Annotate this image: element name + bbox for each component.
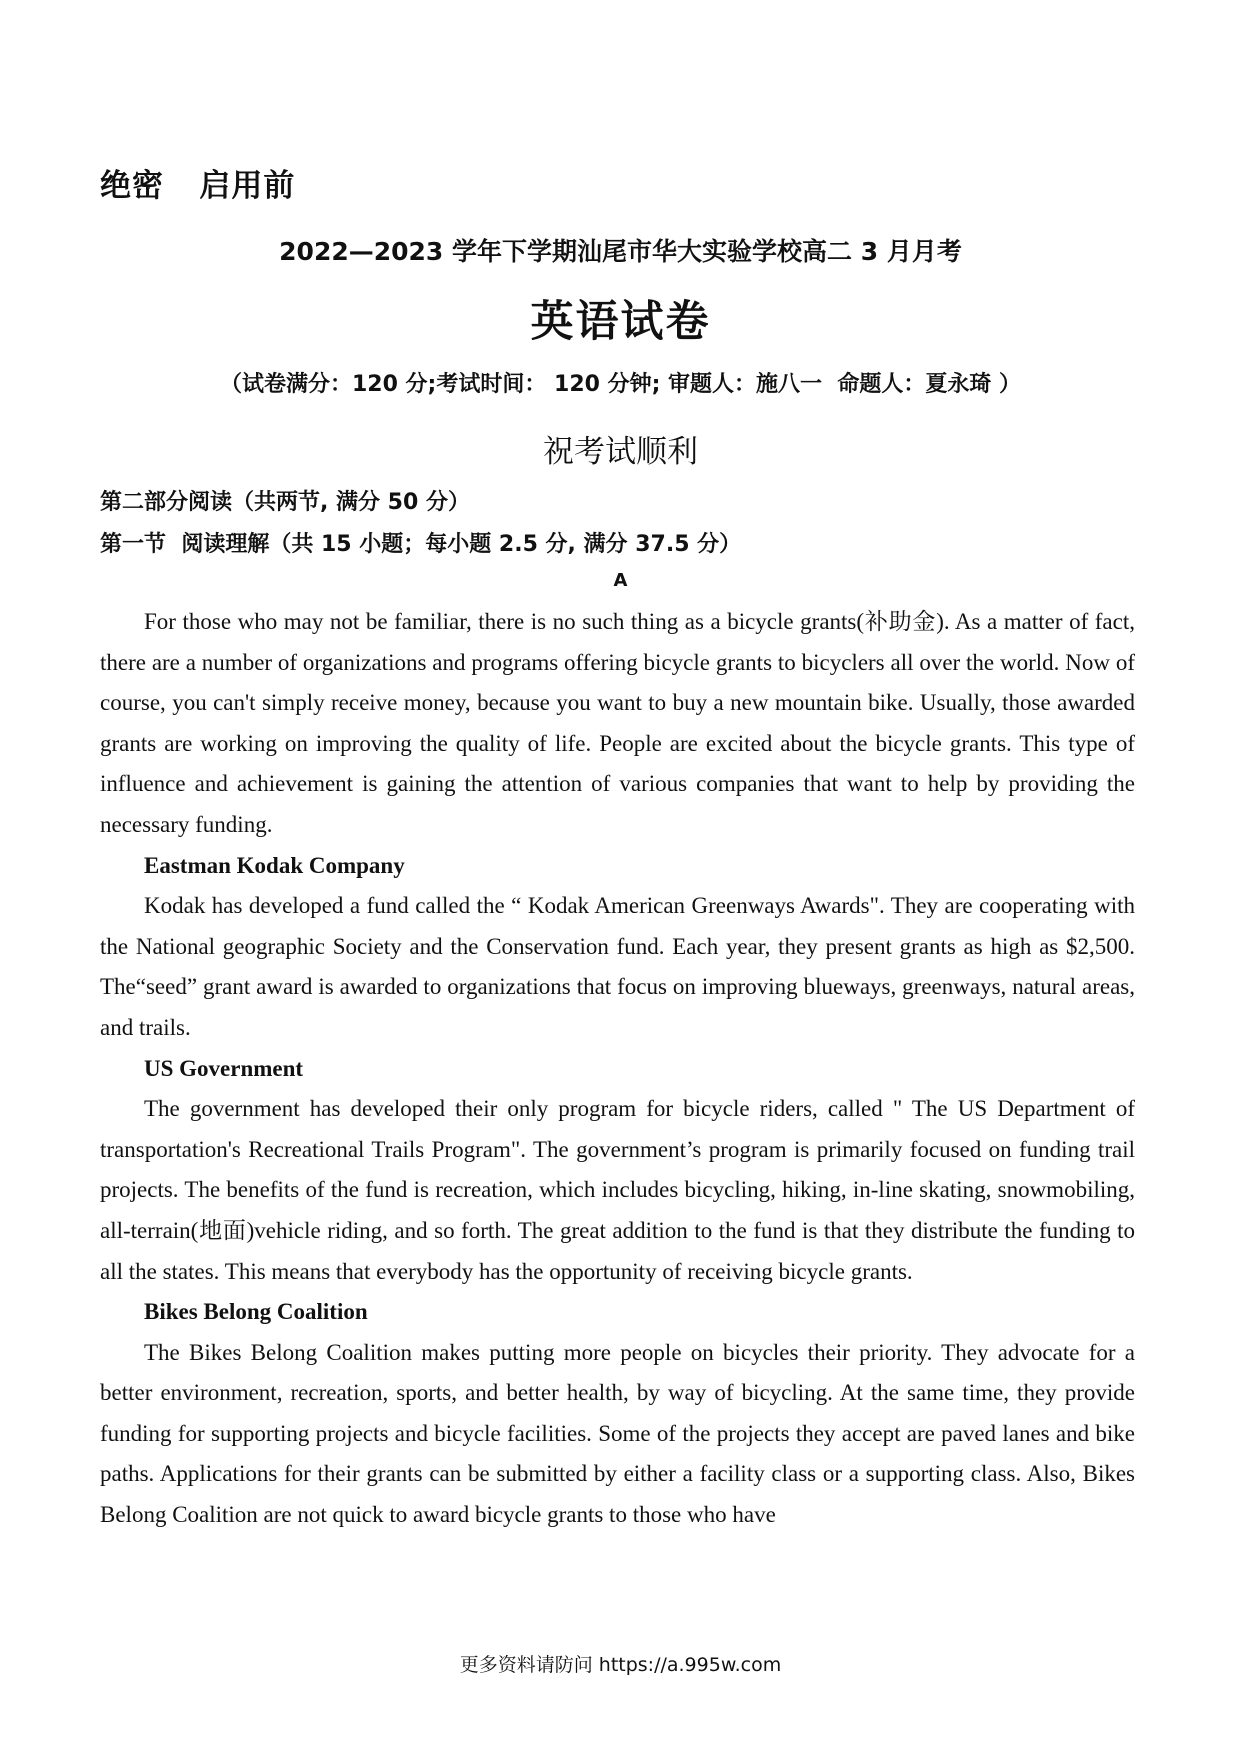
subject-title: 英语试卷 [530,297,711,347]
kodak-paragraph: Kodak has developed a fund called the “ Kodak American Greenways Awards". They are cooperating with the National geographic Society and the Conservation fund. Each year, they present grants as high as $2,500. The“seed” grant award is awarded to organizations that focus on improving blueways, greenways, natural areas, and trails. [100,893,1135,1040]
government-paragraph: The government has developed their only program for bicycle riders, called " The US Department of transportation's Recreational Trails Program". The government’s program is primarily focused on funding trail projects. The benefits of the fund is recreation, which includes bicycling, hiking, in-line skating, snowmobiling, all-terrain(地面)vehicle riding, and so forth. The great addition to the fund is that they distribute the funding to all the states. This means that everybody has the opportunity of receiving bicycle grants. [100,1096,1135,1284]
reading-passage [100,602,1135,1536]
exam-title: 2022—2023 学年下学期汕尾市华大实验学校高二 3 月月考 [279,237,962,266]
part-heading: 第二部分阅读（共两节, 满分 50 分） [100,490,470,515]
good-luck-text: 祝考试顺利 [543,434,698,470]
confidential-label: 绝密 启用前 [100,168,296,204]
exam-info: （试卷满分：120 分;考试时间： 120 分钟; 审题人：施八一 命题人：夏永琦 ） [219,372,1022,397]
bikes-belong-heading: Bikes Belong Coalition [144,1299,368,1325]
kodak-heading: Eastman Kodak Company [144,852,405,878]
section-heading: 第一节 阅读理解（共 15 小题；每小题 2.5 分, 满分 37.5 分） [100,532,742,557]
passage-label: A [613,570,628,591]
government-heading: US Government [144,1055,304,1081]
bikes-belong-paragraph: The Bikes Belong Coalition makes putting more people on bicycles their priority. They advocate for a better environment, recreation, sports, and better health, by way of bicycling. At the same time, they provide funding for supporting projects and bicycle facilities. Some of the projects they accept are paved lanes and bike paths. Applications for their grants can be submitted by either a facility class or a supporting class. Also, Bikes Belong Coalition are not quick to award bicycle grants to those who have [100,1339,1135,1528]
footer-link: 更多资料请防问 https://a.995w.com [459,1654,782,1676]
intro-paragraph: For those who may not be familiar, there is no such thing as a bicycle grants(补助金). As a matter of fact, there are a number of organizations and programs offering bicycle grants to bicyclers all over the world. Now of course, you can't simply receive money, because you want to buy a new mountain bike. Usually, those awarded grants are working on improving the quality of life. People are excited about the bicycle grants. This type of influence and achievement is gaining the attention of various companies that want to help by providing the necessary funding. [100,609,1135,837]
